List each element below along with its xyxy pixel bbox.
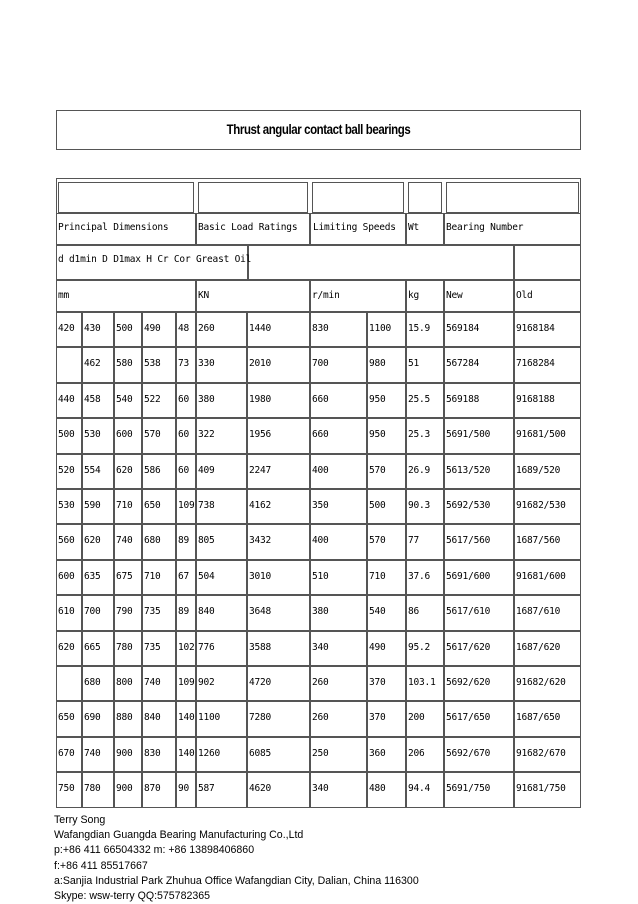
table-cell-value: 94.4 (408, 783, 431, 795)
table-cell-value: 330 (198, 358, 215, 370)
table-cell-value: 5691/500 (446, 429, 491, 441)
table-cell-value: 776 (198, 641, 215, 653)
table-cell-value: 91681/600 (516, 570, 566, 582)
table-cell-value: 340 (312, 783, 329, 795)
header-wt: Wt (408, 222, 420, 233)
table-cell-value: 2010 (249, 358, 272, 370)
table-cell-value: 1687/560 (516, 535, 561, 547)
table-cell-value: 430 (84, 323, 101, 334)
table-cell-value: 870 (144, 783, 161, 795)
table-cell-value: 91682/530 (516, 500, 566, 511)
table-cell-value: 690 (84, 712, 101, 724)
subheader-blank-cell (248, 245, 514, 280)
table-cell-value: 569188 (446, 393, 480, 405)
header-principal-dimensions: Principal Dimensions (58, 222, 169, 233)
table-cell-value: 700 (312, 358, 329, 370)
table-cell-value: 360 (369, 747, 386, 759)
table-cell-value: 91681/750 (516, 783, 566, 795)
table-cell-value: 322 (198, 429, 215, 441)
table-cell-value: 740 (116, 535, 133, 547)
table-cell-value: 67 (178, 570, 190, 582)
table-cell-value: 610 (58, 606, 75, 618)
table-cell-value: 830 (312, 323, 329, 334)
unit-rmin: r/min (312, 290, 340, 301)
table-cell-value: 102 (178, 641, 195, 653)
table-cell-value: 780 (84, 783, 101, 795)
table-cell-value: 650 (144, 500, 161, 511)
table-cell-value: 587 (198, 783, 215, 795)
table-cell-value: 5617/610 (446, 606, 491, 618)
table-cell-value: 900 (116, 747, 133, 759)
table-cell-value: 530 (84, 429, 101, 441)
table-cell-value: 569184 (446, 323, 480, 334)
table-cell-value: 1689/520 (516, 464, 561, 476)
table-cell-value: 620 (58, 641, 75, 653)
table-cell-value: 350 (312, 500, 329, 511)
table-cell-value: 9168184 (516, 323, 555, 334)
table-cell (56, 666, 82, 701)
table-cell-value: 340 (312, 641, 329, 653)
table-cell-value: 462 (84, 358, 101, 370)
contact-phones: p:+86 411 66504332 m: +86 13898406860 (54, 844, 255, 857)
table-cell-value: 750 (58, 783, 75, 795)
table-cell-value: 60 (178, 464, 190, 476)
table-cell-value: 710 (369, 570, 386, 582)
table-cell-value: 680 (84, 677, 101, 688)
table-cell-value: 510 (312, 570, 329, 582)
table-cell-value: 830 (144, 747, 161, 759)
table-cell-value: 458 (84, 393, 101, 405)
header-spacer-4 (446, 182, 579, 213)
table-cell-value: 260 (312, 712, 329, 724)
unit-mm-cell (56, 280, 196, 312)
table-cell-value: 109 (178, 677, 195, 688)
table-cell-value: 500 (116, 323, 133, 334)
table-cell-value: 26.9 (408, 464, 431, 476)
unit-new: New (446, 290, 463, 301)
table-cell-value: 480 (369, 783, 386, 795)
header-spacer-0 (58, 182, 194, 213)
table-cell-value: 380 (312, 606, 329, 618)
table-cell-value: 635 (84, 570, 101, 582)
table-cell-value: 73 (178, 358, 190, 370)
table-cell-value: 840 (144, 712, 161, 724)
table-cell-value: 580 (116, 358, 133, 370)
table-cell-value: 9168188 (516, 393, 555, 405)
page-title: Thrust angular contact ball bearings (226, 121, 411, 137)
table-cell-value: 738 (198, 500, 215, 511)
table-cell-value: 260 (198, 323, 215, 334)
table-cell-value: 560 (58, 535, 75, 547)
table-cell-value: 5617/560 (446, 535, 491, 547)
table-cell-value: 95.2 (408, 641, 431, 653)
table-cell-value: 538 (144, 358, 161, 370)
table-cell-value: 520 (58, 464, 75, 476)
table-cell-value: 780 (116, 641, 133, 653)
contact-footer (54, 813, 419, 904)
contact-company: Wafangdian Guangda Bearing Manufacturing Co.,Ltd (54, 829, 304, 842)
subheader-blank-cell-2 (514, 245, 581, 280)
table-cell-value: 4620 (249, 783, 272, 795)
table-cell-value: 1100 (369, 323, 392, 334)
table-cell-value: 1440 (249, 323, 272, 334)
table-cell-value: 740 (144, 677, 161, 688)
table-cell-value: 490 (144, 323, 161, 334)
table-cell-value: 5691/600 (446, 570, 491, 582)
table-cell-value: 675 (116, 570, 133, 582)
table-cell-value: 650 (58, 712, 75, 724)
table-cell-value: 570 (144, 429, 161, 441)
table-cell-value: 1687/610 (516, 606, 561, 618)
table-cell-value: 590 (84, 500, 101, 511)
table-cell-value: 840 (198, 606, 215, 618)
table-cell-value: 620 (116, 464, 133, 476)
table-cell-value: 51 (408, 358, 420, 370)
contact-address: a:Sanjia Industrial Park Zhuhua Office Wafangdian City, Dalian, China 116300 (54, 874, 419, 887)
table-cell-value: 500 (58, 429, 75, 441)
table-cell-value: 4720 (249, 677, 272, 688)
table-cell-value: 60 (178, 393, 190, 405)
table-cell-value: 5617/650 (446, 712, 491, 724)
table-cell-value: 3588 (249, 641, 272, 653)
table-cell-value: 5613/520 (446, 464, 491, 476)
table-cell-value: 570 (369, 535, 386, 547)
table-cell-value: 540 (116, 393, 133, 405)
table-cell-value: 1260 (198, 747, 221, 759)
table-cell-value: 500 (369, 500, 386, 511)
table-cell-value: 900 (116, 783, 133, 795)
table-cell-value: 680 (144, 535, 161, 547)
table-cell-value: 800 (116, 677, 133, 688)
table-cell-value: 490 (369, 641, 386, 653)
table-cell-value: 91682/670 (516, 747, 566, 759)
table-cell-value: 7168284 (516, 358, 555, 370)
table-cell (56, 347, 82, 382)
table-cell-value: 660 (312, 429, 329, 441)
table-cell-value: 620 (84, 535, 101, 547)
table-cell-value: 409 (198, 464, 215, 476)
table-cell-value: 980 (369, 358, 386, 370)
table-cell-value: 950 (369, 429, 386, 441)
contact-name: Terry Song (54, 814, 106, 826)
table-cell-value: 3648 (249, 606, 272, 618)
table-cell-value: 5691/750 (446, 783, 491, 795)
unit-kg: kg (408, 290, 420, 301)
table-cell-value: 3432 (249, 535, 272, 547)
table-cell-value: 250 (312, 747, 329, 759)
header-basic-load-ratings: Basic Load Ratings (198, 222, 298, 233)
contact-fax: f:+86 411 85517667 (54, 859, 148, 872)
table-cell-value: 370 (369, 712, 386, 724)
table-cell-value: 1100 (198, 712, 221, 724)
table-cell-value: 1980 (249, 393, 272, 405)
table-cell-value: 540 (369, 606, 386, 618)
table-cell-value: 665 (84, 641, 101, 653)
table-cell-value: 530 (58, 500, 75, 511)
table-cell-value: 103.1 (408, 677, 436, 688)
table-cell-value: 5692/530 (446, 500, 491, 511)
header-spacer-2 (312, 182, 404, 213)
table-cell-value: 660 (312, 393, 329, 405)
table-cell-value: 700 (84, 606, 101, 618)
table-cell-value: 3010 (249, 570, 272, 582)
table-cell-value: 1956 (249, 429, 272, 441)
table-cell-value: 880 (116, 712, 133, 724)
table-cell-value: 140 (178, 712, 195, 724)
table-cell-value: 89 (178, 606, 190, 618)
table-cell-value: 950 (369, 393, 386, 405)
unit-kn-cell (196, 280, 310, 312)
table-cell-value: 567284 (446, 358, 480, 370)
table-cell-value: 522 (144, 393, 161, 405)
table-cell-value: 400 (312, 535, 329, 547)
table-cell-value: 260 (312, 677, 329, 688)
table-cell-value: 420 (58, 323, 75, 334)
table-cell-value: 400 (312, 464, 329, 476)
unit-kn: KN (198, 290, 210, 301)
table-cell-value: 5617/620 (446, 641, 491, 653)
table-cell-value: 902 (198, 677, 215, 688)
table-cell-value: 790 (116, 606, 133, 618)
table-cell-value: 805 (198, 535, 215, 547)
table-cell-value: 25.5 (408, 393, 431, 405)
header-spacer-3 (408, 182, 442, 213)
table-cell-value: 1687/620 (516, 641, 561, 653)
table-cell-value: 5692/670 (446, 747, 491, 759)
table-cell-value: 6085 (249, 747, 272, 759)
table-cell-value: 90.3 (408, 500, 431, 511)
table-cell-value: 554 (84, 464, 101, 476)
table-cell-value: 48 (178, 323, 190, 334)
table-cell-value: 37.6 (408, 570, 431, 582)
table-cell-value: 440 (58, 393, 75, 405)
table-cell-value: 89 (178, 535, 190, 547)
table-cell-value: 735 (144, 641, 161, 653)
table-cell-value: 206 (408, 747, 425, 759)
table-cell-value: 2247 (249, 464, 272, 476)
table-cell-value: 735 (144, 606, 161, 618)
table-cell-value: 600 (58, 570, 75, 582)
table-cell-value: 740 (84, 747, 101, 759)
header-bearing-number: Bearing Number (446, 222, 524, 233)
table-cell-value: 91682/620 (516, 677, 566, 688)
subheader-labels: d d1min D D1max H Cr Cor Greast Oil (58, 254, 252, 265)
table-cell-value: 710 (116, 500, 133, 511)
table-cell-value: 15.9 (408, 323, 431, 334)
table-cell-value: 670 (58, 747, 75, 759)
table-cell-value: 710 (144, 570, 161, 582)
table-cell-value: 86 (408, 606, 420, 618)
table-cell-value: 109 (178, 500, 195, 511)
table-cell-value: 1687/650 (516, 712, 561, 724)
contact-skype: Skype: wsw-terry QQ:575782365 (54, 890, 211, 903)
unit-old: Old (516, 290, 533, 301)
table-cell-value: 586 (144, 464, 161, 476)
table-cell-value: 90 (178, 783, 190, 795)
table-cell-value: 140 (178, 747, 195, 759)
table-cell-value: 91681/500 (516, 429, 566, 441)
table-cell-value: 570 (369, 464, 386, 476)
table-cell-value: 60 (178, 429, 190, 441)
title-box (56, 110, 581, 150)
table-cell-value: 370 (369, 677, 386, 688)
table-cell-value: 200 (408, 712, 425, 724)
table-cell-value: 504 (198, 570, 215, 582)
table-cell-value: 7280 (249, 712, 272, 724)
table-cell-value: 4162 (249, 500, 272, 511)
table-cell-value: 25.3 (408, 429, 431, 441)
table-cell-value: 5692/620 (446, 677, 491, 688)
table-cell-value: 380 (198, 393, 215, 405)
unit-mm: mm (58, 290, 70, 301)
table-cell-value: 600 (116, 429, 133, 441)
table-cell-value: 77 (408, 535, 420, 547)
header-limiting-speeds: Limiting Speeds (313, 222, 396, 233)
header-spacer-1 (198, 182, 308, 213)
